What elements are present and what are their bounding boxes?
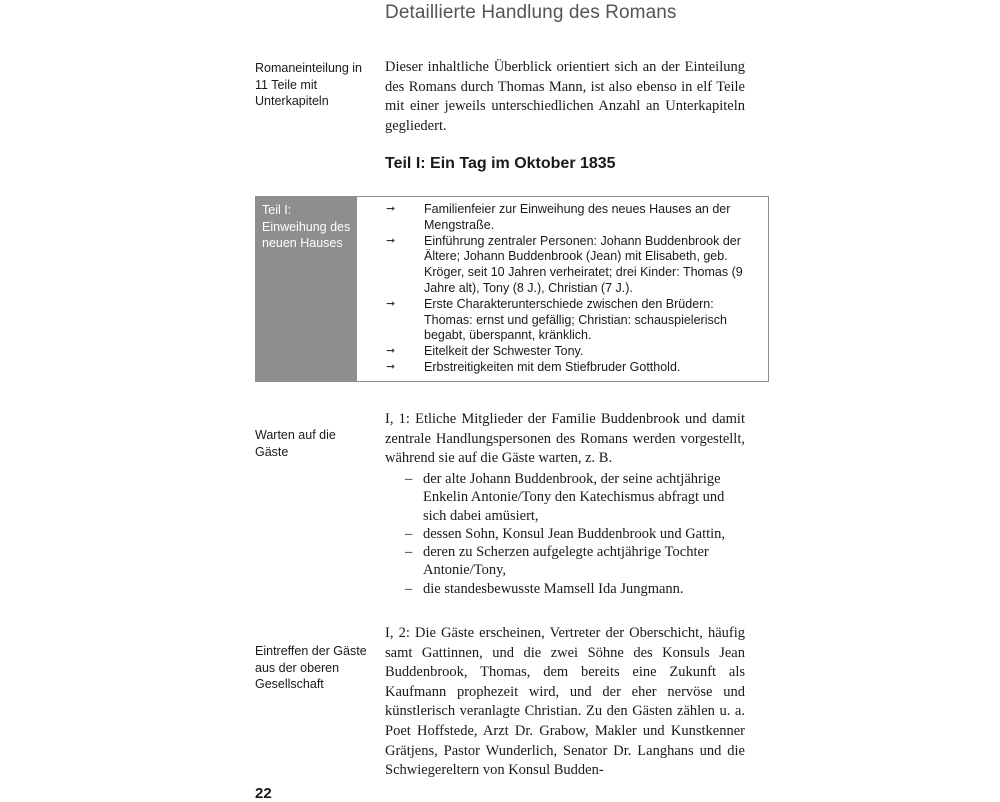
summary-list [386,202,756,376]
arrow-icon: ➞ [386,360,396,373]
intro-paragraph: Dieser inhaltliche Überblick orientiert sich an der Einteilung des Romans durch Thomas Mann, ist also ebenso in elf Teile mit einer jeweils unterschiedlichen Anzahl an Unterkapiteln gegliedert. [385,59,745,134]
summary-item: ➞ Eitelkeit der Schwester Tony. [386,344,584,359]
chapter-1-paragraph: I, 1: Etliche Mitglieder der Familie Buddenbrook und damit zentrale Handlungspersonen des Romans werden vorgestellt, während sie auf die Gäste warten, z. B. [385,411,745,467]
page-number: 22 [255,785,272,802]
list-item: – dessen Sohn, Konsul Jean Buddenbrook und Gattin, [405,525,726,542]
dash-bullet: – [405,525,413,542]
summary-box [255,196,769,382]
dash-bullet: – [405,471,413,487]
running-header: Detaillierte Handlung des Romans [385,2,677,23]
arrow-icon: ➞ [386,203,396,215]
summary-item: ➞ Familienfeier zur Einweihung des neues Hauses an der Mengstraße. [386,202,731,232]
arrow-icon: ➞ [386,234,396,247]
summary-box-label: Teil I: Einweihung des neuen Hauses [256,197,357,381]
section-heading: Teil I: Ein Tag im Oktober 1835 [385,155,616,172]
margin-note-chapter-1: Warten auf die Gäste [255,428,336,459]
arrow-icon: ➞ [386,297,396,310]
character-list [405,470,745,598]
list-item: – deren zu Scherzen aufgelegte achtjährige Tochter Antonie/Tony, [405,544,709,579]
summary-item: ➞ Erbstreitigkeiten mit dem Stiefbruder Gotthold. [386,359,681,374]
list-item: – die standesbewusste Mamsell Ida Jungmann. [405,580,684,597]
dash-bullet: – [405,544,413,561]
chapter-2-paragraph: I, 2: Die Gäste erscheinen, Vertreter der Oberschicht, häufig samt Gattinnen, und die zwei Söhne des Konsuls Jean Buddenbrook, Thomas, dem bereits eine Zukunft als Kaufmann prophezeit wird, und der eher nervöse und künstlerisch veranlagte Christian. Zu den Gästen zählen u. a. Poet Hoffstede, Arzt Dr. Grabow, Makler und Kunstkenner Grätjens, Pastor Wunderlich, Senator Dr. Langhans und die Schwiegereltern von Konsul Budden- [385,625,745,779]
summary-item: ➞ Einführung zentraler Personen: Johann Buddenbrook der Ältere; Johann Buddenbrook (Jean) mit Elisabeth, geb. Kröger, seit 10 Jahren verheiratet; drei Kinder: Thomas (9 Jahre alt), Tony (8 J.), Christian (7 J.). [386,233,743,295]
arrow-icon: ➞ [386,345,396,358]
margin-note-chapter-2: Eintreffen der Gäste aus der oberen Gesellschaft [255,644,367,691]
list-item: – der alte Johann Buddenbrook, der seine achtjährige Enkelin Antonie/Tony den Katechismus abfragt und sich dabei amüsiert, [405,471,725,524]
summary-item: ➞ Erste Charakterunterschiede zwischen den Brüdern: Thomas: ernst und gefällig; Christian: schauspielerisch begabt, überspannt, kränklich. [386,296,727,343]
margin-note-intro: Romaneinteilung in 11 Teile mit Unterkapiteln [255,61,363,108]
dash-bullet: – [405,580,413,597]
